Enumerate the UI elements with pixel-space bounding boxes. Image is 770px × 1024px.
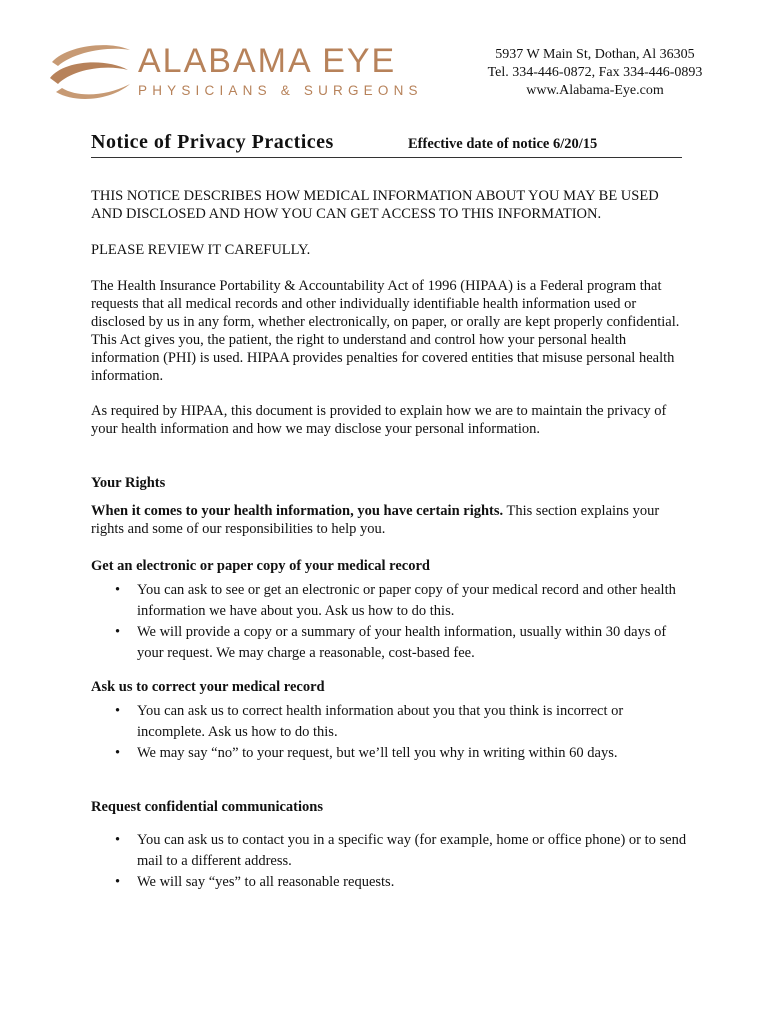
bullet-list	[91, 701, 691, 764]
bullet-icon: •	[115, 874, 121, 890]
required-paragraph: As required by HIPAA, this document is provided to explain how we are to maintain the privacy of your health information and how we may disclose your personal information.	[91, 403, 667, 437]
list-item-text: We will say “yes” to all reasonable requests.	[137, 874, 395, 890]
list-item	[91, 701, 691, 743]
website-link[interactable]: www.Alabama-Eye.com	[526, 83, 664, 98]
rights-lead-bold: When it comes to your health information, you have certain rights.	[91, 503, 504, 519]
page-title: Notice of Privacy Practices	[91, 131, 334, 153]
rights-heading: Your Rights	[91, 475, 166, 491]
bullet-list	[91, 580, 691, 664]
contact-block	[468, 46, 722, 100]
list-item	[91, 872, 691, 893]
bullet-list	[91, 830, 691, 893]
list-item-text: You can ask to see or get an electronic or paper copy of your medical record and other health information we have about you. Ask us how to do this.	[137, 582, 676, 619]
effective-date: Effective date of notice 6/20/15	[408, 136, 598, 152]
rights-lead	[91, 502, 691, 538]
list-item-text: You can ask us to correct health information about you that you think is incorrect or incomplete. Ask us how to do this.	[137, 703, 624, 740]
list-item-text: We will provide a copy or a summary of your health information, usually within 30 days of your request. We may charge a reasonable, cost-based fee.	[137, 624, 667, 661]
bullet-icon: •	[115, 832, 121, 848]
hipaa-paragraph: The Health Insurance Portability & Accountability Act of 1996 (HIPAA) is a Federal program that requests that all medical records and other individually identifiable health information used or disclosed by us in any form, whether electronically, on paper, or orally are kept properly confidential. This Act gives you, the patient, the right to understand and control how your personal health information (PHI) is used. HIPAA provides penalties for covered entities that misuse personal health information.	[91, 278, 680, 384]
list-item	[91, 830, 691, 872]
address-line: 5937 W Main St, Dothan, Al 36305	[495, 47, 695, 62]
bullet-icon: •	[115, 624, 121, 640]
notice-header	[91, 131, 682, 158]
section-heading: Get an electronic or paper copy of your medical record	[91, 558, 430, 574]
caps-notice: THIS NOTICE DESCRIBES HOW MEDICAL INFORMATION ABOUT YOU MAY BE USED AND DISCLOSED AND HOW YOU CAN GET ACCESS TO THIS INFORMATION.	[91, 188, 659, 222]
logo-tagline: PHYSICIANS & SURGEONS	[138, 83, 423, 98]
section-heading: Request confidential communications	[91, 799, 323, 815]
list-item	[91, 743, 691, 764]
phone-line: Tel. 334-446-0872, Fax 334-446-0893	[487, 65, 703, 80]
list-item	[91, 622, 691, 664]
list-item	[91, 580, 691, 622]
list-item-text: You can ask us to contact you in a specific way (for example, home or office phone) or to send mail to a different address.	[137, 832, 687, 869]
review-notice: PLEASE REVIEW IT CAREFULLY.	[91, 242, 311, 258]
bullet-icon: •	[115, 703, 121, 719]
list-item-text: We may say “no” to your request, but we’ll tell you why in writing within 60 days.	[137, 745, 618, 761]
eye-logo-icon	[46, 40, 134, 106]
company-logo	[46, 40, 426, 110]
bullet-icon: •	[115, 745, 121, 761]
bullet-icon: •	[115, 582, 121, 598]
rights-lead-rest: This section explains your rights and some of our responsibilities to help you.	[91, 503, 660, 537]
section-heading: Ask us to correct your medical record	[91, 679, 325, 695]
logo-name: ALABAMA EYE	[138, 42, 397, 80]
